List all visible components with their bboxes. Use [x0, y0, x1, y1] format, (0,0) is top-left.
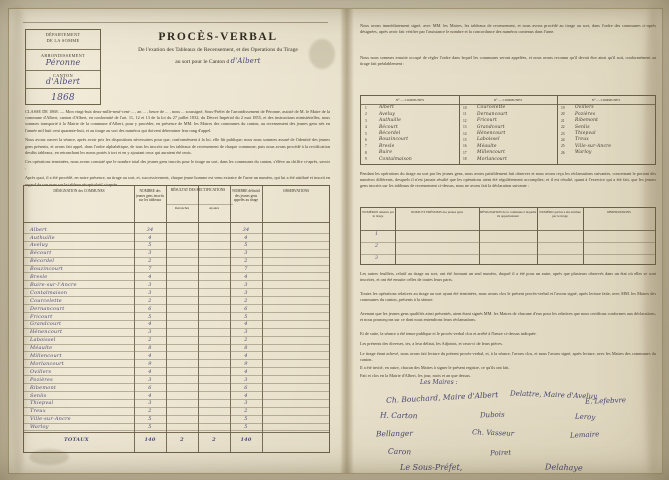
table-row-definitif-6: 4	[244, 274, 248, 280]
order-commune-1-4: Hénencourt	[477, 131, 506, 136]
stamp-arrondissement-label: ARRONDISSEMENT	[40, 52, 86, 58]
closing-paragraph-4: Et de suite, la séance a été tenue publique et le procès-verbal clos et arrêté à l'heure ci-dessus indiquée.	[360, 331, 537, 336]
table-row-inscrits-16: 4	[148, 353, 152, 359]
table-row-commune-19: Pozières	[30, 376, 53, 383]
order-num-1-3: 13	[463, 125, 467, 130]
header-stamp-box	[25, 29, 101, 105]
right-second-paragraph: Nous nous sommes ensuite occupé de régler l'ordre dans lequel les communes seront appelées, et nous avons reconnu qu'il devait être ainsi qu'il suit, conformément au tirage fait préalablement :	[360, 55, 656, 67]
table-row-definitif-8: 3	[244, 289, 248, 296]
table-row-commune-10: Dernancourt	[30, 305, 65, 312]
paragraph-2: Nous avons ouvert la séance, après avoir pris les dispositions nécessaires pour que, conformément à la loi, elle fût publique; nous nous sommes assuré de l'identité des jeunes gens présents, et avons fait appel, dans l'ordre alphabétique, de tous les inscrits sur les tableaux de recensement de chaque commune; puis nous avons procédé à la rectification desdits tableaux, en retranchant les noms portés à tort et en y ajoutant ceux qui auraient été omis.	[25, 137, 330, 155]
table-row-definitif-15: 8	[244, 345, 248, 352]
table-row-inscrits-15: 8	[148, 345, 152, 352]
table-row-commune-18: Ovillers	[30, 368, 52, 375]
order-commune-0-8: Contalmaison	[379, 156, 412, 162]
order-commune-2-5: Treux	[575, 137, 589, 143]
order-commune-0-3: Bécourt	[379, 124, 399, 130]
order-num-2-1: 20	[561, 112, 565, 117]
order-commune-2-6: Ville-sur-Ancre	[575, 143, 612, 149]
table-row-commune-23: Treux	[30, 408, 46, 415]
signature-11: Le Sous-Préfet,	[400, 463, 463, 472]
right-intro-paragraph: Nous avons immédiatement signé, avec MM. les Maires, les tableaux de recensement, et nous avons procédé au tirage au sort, dans l'ordre des communes ci-après désignées, après avoir fait vérifier par l'assistance le nombre et la concordance des numéros contenus dans l'urne.	[360, 23, 656, 35]
col-header-communes: DÉSIGNATION des COMMUNES	[53, 189, 105, 193]
stamp-departement-sub: DE LA SOMME	[46, 38, 80, 43]
table-row-commune-2: Aveluy	[30, 242, 49, 249]
order-commune-2-2: Ribemont	[575, 118, 599, 124]
table-row-definitif-17: 9	[244, 360, 248, 367]
claims-header-commune: DÉSIGNATION de la commune à laquelle ils appartiennent	[479, 210, 537, 219]
total-inscrits: 140	[144, 437, 156, 443]
table-row-commune-22: Thiepval	[30, 400, 54, 407]
table-row-commune-0: Albert	[30, 226, 47, 233]
table-row-commune-14: Laboissel	[30, 337, 56, 344]
stain-2	[309, 39, 335, 69]
total-label: TOTAUX	[64, 437, 89, 443]
order-num-2-7: 26	[561, 150, 565, 155]
order-col-header-3: N° — COMMUNES	[591, 97, 621, 102]
closing-paragraph-1: Les autres feuillets, relatif au tirage au sort, ont été formant un seul numéro, duquel il a été pour un autre, après que plusieurs observés dans un état où elles se sont inscrites, et ont été ensuite celles de toutes leurs parts.	[360, 271, 656, 283]
order-num-1-7: 17	[463, 150, 467, 155]
total-definitif: 140	[240, 437, 252, 443]
table-row-definitif-1: 4	[244, 234, 248, 241]
table-row-commune-5: Bouzincourt	[30, 266, 63, 273]
table-row-inscrits-23: 2	[148, 408, 152, 415]
closing-paragraph-5: Les présents des diverses, tes, a leur défaut, les Adjoints, et ceux-ci de leurs pièces.	[360, 341, 503, 346]
table-row-inscrits-3: 3	[148, 250, 152, 257]
order-num-0-0: 1	[365, 106, 367, 110]
table-row-definitif-24: 5	[244, 416, 248, 423]
order-commune-1-0: Courcelette	[477, 105, 506, 111]
order-commune-2-7: Warloy	[575, 150, 592, 156]
stamp-canton-label: CANTON	[52, 73, 73, 78]
total-retranches: 2	[180, 437, 184, 443]
order-of-communes-table	[360, 95, 656, 165]
order-commune-1-2: Fricourt	[477, 118, 497, 124]
table-row-definitif-0: 34	[242, 226, 250, 233]
table-row-inscrits-8: 3	[148, 289, 152, 296]
table-row-definitif-20: 6	[244, 384, 248, 391]
title-subline-2-text: au sort pour le Canton d	[175, 59, 230, 65]
col-header-observations: OBSERVATIONS	[282, 189, 310, 193]
table-row-inscrits-1: 4	[148, 234, 152, 241]
order-commune-2-1: Pozières	[575, 111, 596, 117]
closing-paragraph-2: Toutes les opérations relatives au tirage au sort ayant été terminées, nous avons clos le présent procès-verbal et l'avons signé, après lecture faite, avec MM. les Maires des communes du canton, présents à la séance.	[360, 291, 656, 303]
order-commune-0-6: Bresle	[379, 143, 395, 149]
table-row-inscrits-6: 4	[148, 274, 152, 280]
table-row-inscrits-4: 2	[148, 258, 152, 265]
communes-table	[23, 185, 330, 453]
table-row-inscrits-9: 2	[148, 297, 152, 304]
table-row-definitif-2: 5	[244, 242, 248, 249]
table-row-commune-6: Bresle	[30, 274, 48, 280]
order-commune-1-1: Dernancourt	[477, 111, 508, 117]
table-row-definitif-13: 3	[244, 329, 248, 336]
order-num-1-5: 15	[463, 138, 467, 142]
page-gutter	[340, 9, 354, 473]
closing-paragraph-6: Le tirage étant achevé, nous avons fait lecture du présent procès-verbal, et, à la séance, l'avons clos, et nous l'avons signé, après lecture, avec les Maires des communes du canton.	[360, 351, 656, 363]
table-row-commune-21: Senlis	[30, 392, 47, 399]
order-num-1-6: 16	[463, 144, 467, 149]
table-row-commune-4: Bécordel	[30, 258, 55, 265]
table-row-commune-1: Authuille	[30, 234, 55, 241]
table-row-commune-9: Courcelette	[30, 297, 62, 304]
table-row-inscrits-24: 5	[148, 416, 152, 423]
table-row-commune-7: Buire-sur-l'Ancre	[30, 281, 77, 288]
col-header-inscrits: NOMBRE des jeunes gens inscrits sur les tableaux	[136, 189, 164, 203]
signature-7: Ch. Vasseur	[471, 428, 515, 438]
order-num-0-5: 6	[365, 138, 367, 142]
stamp-arrondissement-value: Péronne	[45, 58, 81, 67]
table-row-inscrits-25: 5	[148, 424, 152, 431]
table-row-commune-17: Morlancourt	[30, 360, 64, 367]
order-num-0-6: 7	[365, 144, 367, 149]
order-commune-0-7: Buire	[379, 150, 393, 156]
order-commune-1-8: Morlancourt	[477, 156, 508, 162]
order-commune-0-4: Bécordel	[379, 131, 401, 136]
claims-row-1-num: 1	[375, 232, 379, 237]
order-col-header-2: N° — COMMUNES	[493, 97, 523, 102]
table-row-commune-25: Warloy	[30, 424, 49, 431]
paper-sheet	[8, 8, 663, 474]
order-num-0-7: 8	[365, 150, 367, 155]
title-subline-1: De l'exation des Tableaux de Recensement, et des Operations du Tirage	[138, 47, 298, 53]
paragraph-4: Après quoi, il a été procédé, en notre présence, au tirage au sort, et, successivement, chaque jeune homme est venu extraire de l'urne un numéro, qui lui a été attribué et inscrit en regard de son nom sur le tableau récapitulatif ci-après.	[25, 175, 330, 187]
signature-3: H. Carton	[379, 410, 418, 421]
table-row-definitif-11: 5	[244, 313, 248, 320]
order-commune-1-6: Méaulte	[477, 143, 497, 149]
table-row-inscrits-22: 3	[148, 400, 152, 407]
order-num-0-4: 5	[365, 131, 367, 136]
left-page	[9, 9, 342, 473]
order-commune-1-3: Grandcourt	[477, 124, 505, 130]
col-header-rectifications: RÉSULTAT DES RECTIFICATIONS	[170, 188, 226, 192]
order-num-2-6: 25	[561, 144, 565, 149]
signature-5: Leroy	[574, 412, 596, 422]
table-row-inscrits-2: 5	[148, 242, 152, 249]
claims-row-2-num: 2	[375, 244, 379, 249]
table-row-inscrits-20: 6	[148, 384, 152, 391]
closing-paragraph-7: Il a été invité, en outre, chacun des Maires à signer le présent registre, ce qu'ils ont fait.	[360, 365, 510, 370]
table-row-definitif-10: 6	[244, 305, 248, 312]
title-subline-2	[104, 57, 332, 66]
table-row-inscrits-17: 9	[148, 360, 152, 367]
signature-6: Bellanger	[375, 428, 413, 439]
table-row-definitif-18: 4	[244, 368, 248, 375]
order-num-2-5: 24	[561, 138, 565, 142]
order-num-0-1: 2	[365, 112, 367, 117]
table-row-inscrits-19: 3	[148, 376, 152, 383]
signature-4: Dubois	[479, 410, 505, 420]
col-subheader-ajoutes: Ajoutés	[209, 206, 219, 210]
table-row-definitif-16: 4	[244, 353, 248, 359]
order-num-0-8: 9	[365, 157, 367, 162]
table-row-inscrits-18: 4	[148, 368, 152, 375]
order-num-2-2: 21	[561, 118, 565, 123]
table-row-definitif-21: 4	[244, 392, 248, 399]
order-commune-0-0: Albert	[379, 105, 395, 111]
order-num-0-3: 4	[365, 125, 367, 130]
order-commune-1-7: Millencourt	[477, 150, 506, 156]
order-num-0-2: 3	[365, 118, 367, 123]
table-row-commune-13: Hénencourt	[30, 329, 63, 336]
stain-1	[29, 449, 69, 465]
paragraph-1: CLASSE DE 1868. — Mon vingt-huit deux-mille-neuf-cent-... , an ... , heure de ... , nous ... soussigné, Sous-Préfet de l'arrondissement de Péronne, assisté de M. le Maire de la commune d'Albert, canton d'Albert, en conformité de l'art. 11, 12 et 13 de la loi du 27 juillet 1832, du Décret Impérial du 2 mai 1855, et des instructions ministérielles, nous sommes transporté à la Mairie de la commune d'Albert, pour y procéder, en présence de MM. les Maires des communes du canton, au recensement des jeunes gens nés en l'année mil huit cent quarante-huit, et au tirage au sort des numéros qui doivent déterminer leur rang d'appel.	[25, 109, 330, 133]
edge-wear-right	[644, 9, 662, 473]
stamp-class-year: 1868	[51, 93, 75, 103]
order-commune-2-4: Thiepval	[575, 131, 596, 136]
table-row-commune-11: Fricourt	[30, 313, 53, 320]
table-row-definitif-25: 5	[244, 424, 248, 431]
order-commune-1-5: Laboissel	[477, 137, 500, 143]
table-row-definitif-12: 4	[244, 321, 248, 328]
table-row-commune-24: Ville-sur-Ancre	[30, 416, 71, 423]
paragraph-3: Ces opérations terminées, nous avons constaté que le nombre total des jeunes gens inscrits pour le tirage au sort, dans les communes du canton, s'élève au chiffre ci-après, savoir :	[25, 159, 330, 171]
table-row-inscrits-21: 4	[148, 392, 152, 399]
table-row-definitif-4: 2	[244, 258, 248, 265]
order-num-1-4: 14	[463, 131, 467, 136]
page-title: PROCÈS-VERBAL	[158, 31, 278, 43]
order-num-2-3: 22	[561, 125, 565, 130]
signature-1: Delattre, Maire d'Aveluy	[509, 389, 598, 401]
table-row-inscrits-0: 34	[146, 226, 154, 233]
col-subheader-retranches: Retranchés	[174, 206, 190, 210]
claims-header-noms: NOMS ET PRÉNOMS des jeunes gens	[410, 210, 464, 214]
table-row-commune-12: Grandcourt	[30, 321, 62, 328]
table-row-commune-15: Méaulte	[30, 345, 53, 352]
signature-2: E. Lefebvre	[584, 396, 627, 406]
order-commune-0-5: Bouzincourt	[379, 137, 409, 143]
claims-header-observations: OBSERVATIONS	[606, 210, 632, 214]
table-row-commune-3: Bécourt	[30, 250, 52, 257]
top-rule	[23, 22, 328, 23]
signature-12: Delahaye	[544, 462, 583, 473]
order-num-1-2: 12	[463, 118, 467, 123]
order-num-1-8: 18	[463, 157, 467, 162]
canton-value: d'Albert	[230, 57, 261, 65]
order-commune-0-2: Authuille	[379, 118, 402, 124]
title-block	[104, 31, 332, 66]
claims-row-3-num: 3	[375, 256, 379, 261]
table-row-commune-8: Contalmaison	[30, 289, 68, 296]
signature-area	[360, 377, 656, 473]
order-num-2-4: 23	[561, 131, 565, 136]
table-row-inscrits-10: 6	[148, 305, 152, 312]
edge-wear-left	[9, 9, 27, 473]
table-row-definitif-19: 3	[244, 376, 248, 383]
signature-10: Poiret	[489, 448, 512, 458]
order-num-1-1: 11	[463, 112, 467, 117]
claims-header-attribue: NUMÉRO qui lui a été attribué par le tirage	[539, 210, 581, 219]
table-row-definitif-7: 3	[244, 281, 248, 288]
table-row-inscrits-12: 4	[148, 321, 152, 328]
table-row-commune-20: Ribemont	[30, 384, 57, 391]
signature-0: Ch. Bouchard, Maire d'Albert	[385, 390, 499, 405]
order-commune-2-0: Ovillers	[575, 105, 594, 111]
table-row-definitif-3: 3	[244, 250, 248, 257]
table-row-definitif-22: 3	[244, 400, 248, 407]
table-row-inscrits-13: 3	[148, 329, 152, 336]
claims-header-numeros: NUMÉROS amenés par le tirage	[362, 210, 394, 219]
order-num-2-0: 19	[561, 106, 565, 110]
table-row-definitif-14: 2	[244, 337, 248, 344]
table-row-inscrits-11: 5	[148, 313, 152, 320]
left-body-text	[25, 109, 330, 191]
table-row-inscrits-14: 2	[148, 337, 152, 344]
stamp-canton-value: d'Albert	[45, 77, 81, 86]
claims-table	[360, 207, 656, 265]
table-row-definitif-5: 7	[244, 266, 248, 273]
table-row-inscrits-5: 7	[148, 266, 152, 273]
order-col-header-1: N° — COMMUNES	[395, 97, 425, 102]
signature-9: Caron	[387, 446, 412, 457]
table-row-inscrits-7: 3	[148, 281, 152, 288]
right-page	[354, 9, 662, 473]
table-row-commune-16: Millencourt	[30, 353, 62, 359]
closing-paragraph-8: Fait et clos en la Mairie d'Albert, les jour, mois et an que dessus.	[360, 373, 471, 378]
table-row-definitif-9: 2	[244, 297, 248, 304]
table-row-definitif-23: 2	[244, 408, 248, 415]
order-num-1-0: 10	[463, 106, 467, 110]
signature-8: Lemaire	[569, 430, 600, 440]
signature-title: Les Maires :	[420, 379, 458, 386]
closing-paragraph-3: Avenant que les jeunes gens qualifiés ainsi présentés, aient étant signés MM. les Maires de chacune d'eux pour les relatives que nous certifions conformes aux déclarations, et nous prononçons sur ce dont nous entendrons leurs réclamations.	[360, 311, 656, 323]
stamp-departement-label: DÉPARTEMENT	[45, 32, 81, 37]
order-commune-0-1: Aveluy	[379, 111, 395, 117]
total-ajoutes: 2	[212, 437, 216, 443]
right-mid-paragraph: Pendant les opérations du tirage au sort par les jeunes gens, nous avons paisiblement fait observer et nous avons reçu les réclamations suivantes, concernant le portant des numéros différents, desquels il n'est jamais résulté que les opérations aient été régulièrement accomplies; et il est résulté, quant à l'exercice qui a été fait, que les jeunes gens inscrits sur les tableaux de recensement ci-dessus, nous ne avons fait la déclaration suivante :	[360, 171, 656, 189]
col-header-definitif: NOMBRE définitif des jeunes gens appelés au tirage	[232, 189, 260, 203]
order-commune-2-3: Senlis	[575, 124, 590, 130]
